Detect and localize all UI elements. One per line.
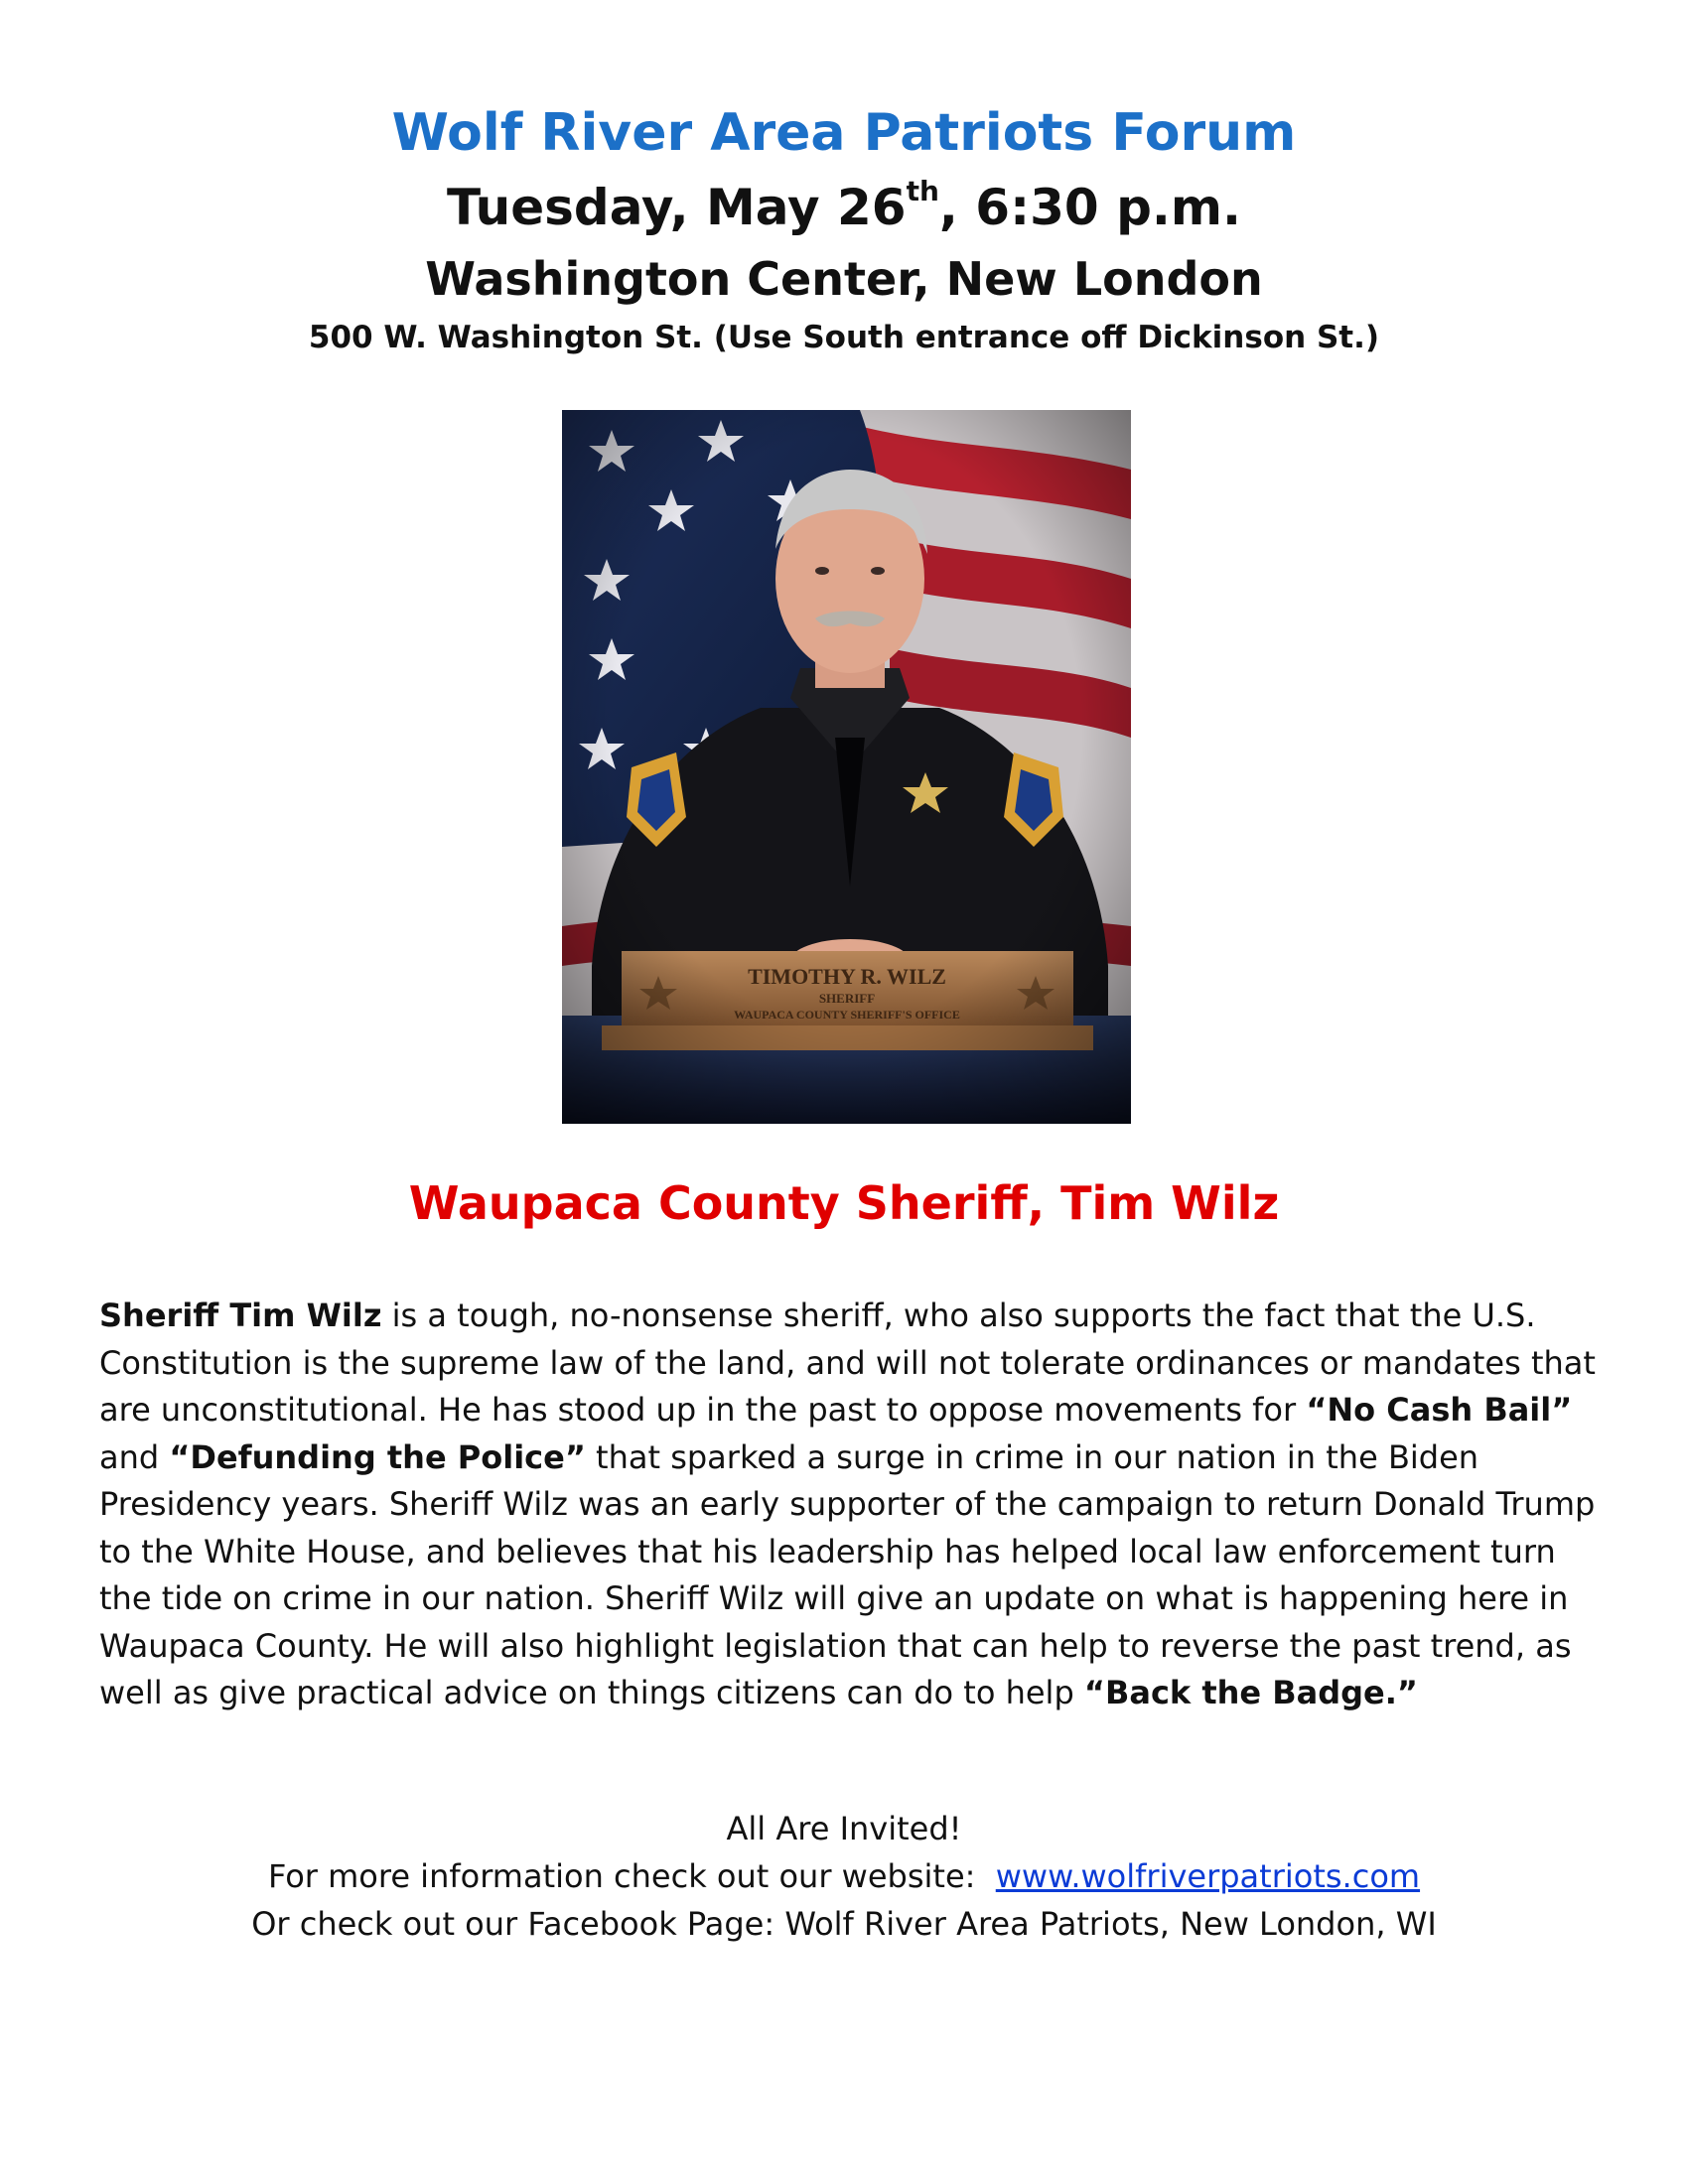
website-link[interactable]: www.wolfriverpatriots.com [995,1857,1421,1895]
invite-line: All Are Invited! [726,1810,962,1847]
bio-text: that sparked a surge in crime in our nation in the Biden Presidency years. Sheriff Wilz was an early supporter of the campaign to return Donald Trump to the White House, and believes that his leadership has helped local law enforcement turn the tide on crime in our nation. Sheriff Wilz will give an update on what is happening here in Waupaca County. He will also highlight legislation that can help to reverse the past trend, as well as give practical advice on things citizens can do to help [99,1437,1596,1711]
org-title: Wolf River Area Patriots Forum [391,103,1297,163]
speaker-bio [99,1293,1599,1717]
address: 500 W. Washington St. (Use South entrance off Dickinson St.) [308,320,1380,355]
bio-highlight-defunding: “Defunding the Police” [169,1437,586,1476]
event-time: , 6:30 p.m. [938,179,1241,236]
website-prefix: For more information check out our website: [267,1857,996,1895]
bio-text: is a tough, no-nonsense sheriff, who also supports the fact that the U.S. Constitution is the supreme law of the land, and will not tolerate ordinances or mandates that are unconstitutional. He has stood up in the past to oppose movements for [99,1297,1596,1429]
footer [0,1805,1688,1948]
facebook-line: Or check out our Facebook Page: Wolf River Area Patriots, New London, WI [251,1905,1437,1943]
date-ordinal: th [906,175,939,207]
bio-highlight-no-cash-bail: “No Cash Bail” [1306,1391,1573,1429]
bio-speaker-name: Sheriff Tim Wilz [99,1297,382,1334]
sheriff-portrait-photo [562,410,1131,1124]
speaker-title: Waupaca County Sheriff, Tim Wilz [408,1176,1280,1230]
bio-highlight-back-the-badge: “Back the Badge.” [1083,1674,1418,1711]
website-line [0,1852,1688,1900]
bio-text: and [99,1437,170,1476]
event-datetime [0,175,1688,236]
venue: Washington Center, New London [425,252,1263,306]
event-date: Tuesday, May 26 [447,179,907,236]
